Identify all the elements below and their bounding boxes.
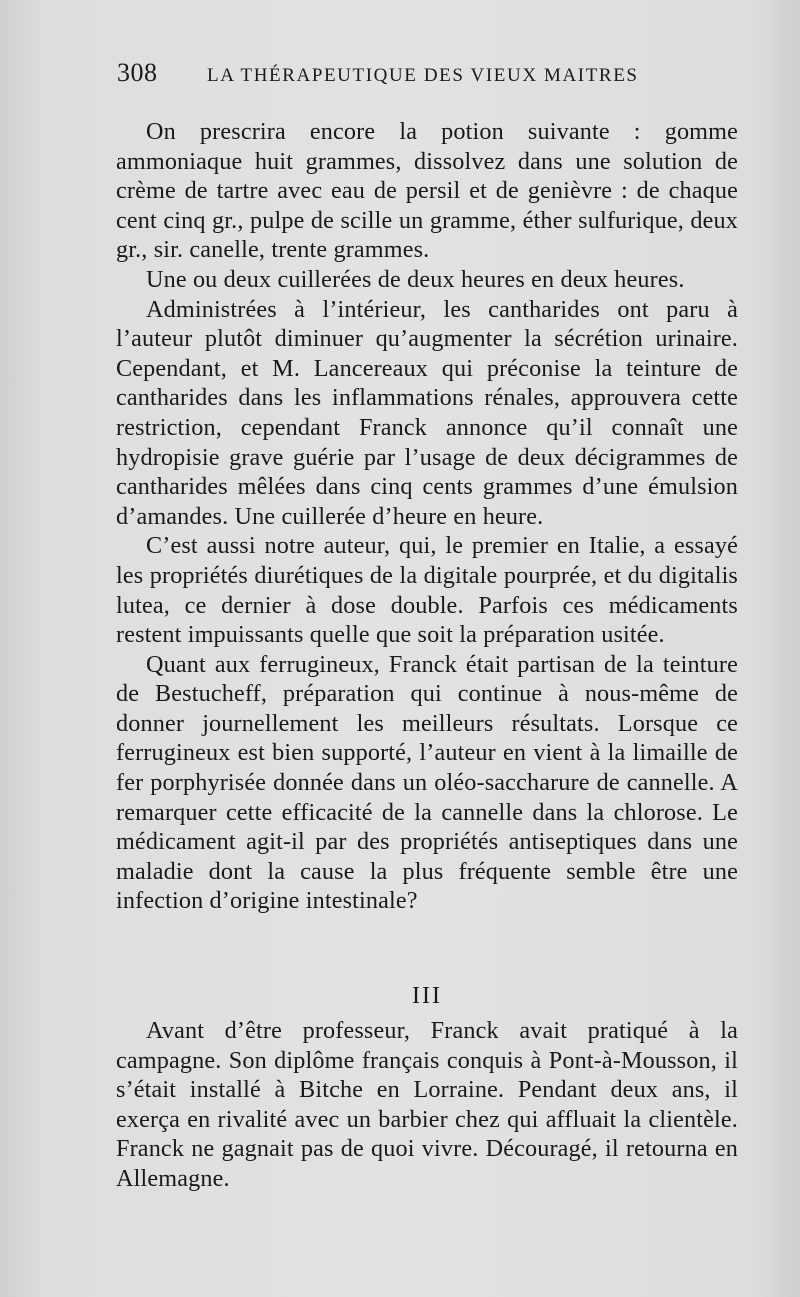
paragraph: Quant aux ferrugineux, Franck était partisan de la teinture de Bestucheff, préparation qui continue à nous-même de donner journellement les meilleurs résultats. Lorsque ce ferrugineux est bien supporté, l’auteur en vient à la limaille de fer porphyrisée donnée dans un oléo-saccharure de cannelle. A remarquer cette efficacité de la cannelle dans la chlorose. Le médicament agit-il par des propriétés antiseptiques dans une maladie dont la cause la plus fréquente semble être une infection d’origine intestinale? [116, 650, 738, 915]
page-header [117, 58, 747, 88]
section-body-text [116, 1016, 738, 1194]
section-heading: III [412, 983, 442, 1009]
body-text [116, 117, 738, 916]
paragraph: Avant d’être professeur, Franck avait pratiqué à la campagne. Son diplôme français conquis à Pont-à-Mousson, il s’était installé à Bitche en Lorraine. Pendant deux ans, il exerça en rivalité avec un barbier chez qui affluait la clientèle. Franck ne gagnait pas de quoi vivre. Découragé, il retourna en Allemagne. [116, 1017, 738, 1192]
paragraph: C’est aussi notre auteur, qui, le premier en Italie, a essayé les propriétés diurétiques de la digitale pourprée, et du digitalis lutea, ce dernier à dose double. Parfois ces médicaments restent impuissants quelle que soit la préparation usitée. [116, 532, 738, 649]
running-head: LA THÉRAPEUTIQUE DES VIEUX MAITRES [207, 65, 639, 86]
page-number: 308 [117, 58, 158, 87]
paragraph: Administrées à l’intérieur, les cantharides ont paru à l’auteur plutôt diminuer qu’augmenter la sécrétion urinaire. Cependant, et M. Lancereaux qui préconise la teinture de cantharides dans les inflammations rénales, approuvera cette restriction, cependant Franck annonce qu’il connaît une hydropisie grave guérie par l’usage de deux décigrammes de cantharides mêlées dans cinq cents grammes d’une émulsion d’amandes. Une cuillerée d’heure en heure. [116, 295, 738, 530]
paragraph: On prescrira encore la potion suivante : gomme ammoniaque huit grammes, dissolvez dans une solution de crème de tartre avec eau de persil et de genièvre : de chaque cent cinq gr., pulpe de scille un gramme, éther sulfurique, deux gr., sir. canelle, trente grammes. [116, 118, 738, 264]
paragraph: Une ou deux cuillerées de deux heures en deux heures. [146, 265, 685, 293]
